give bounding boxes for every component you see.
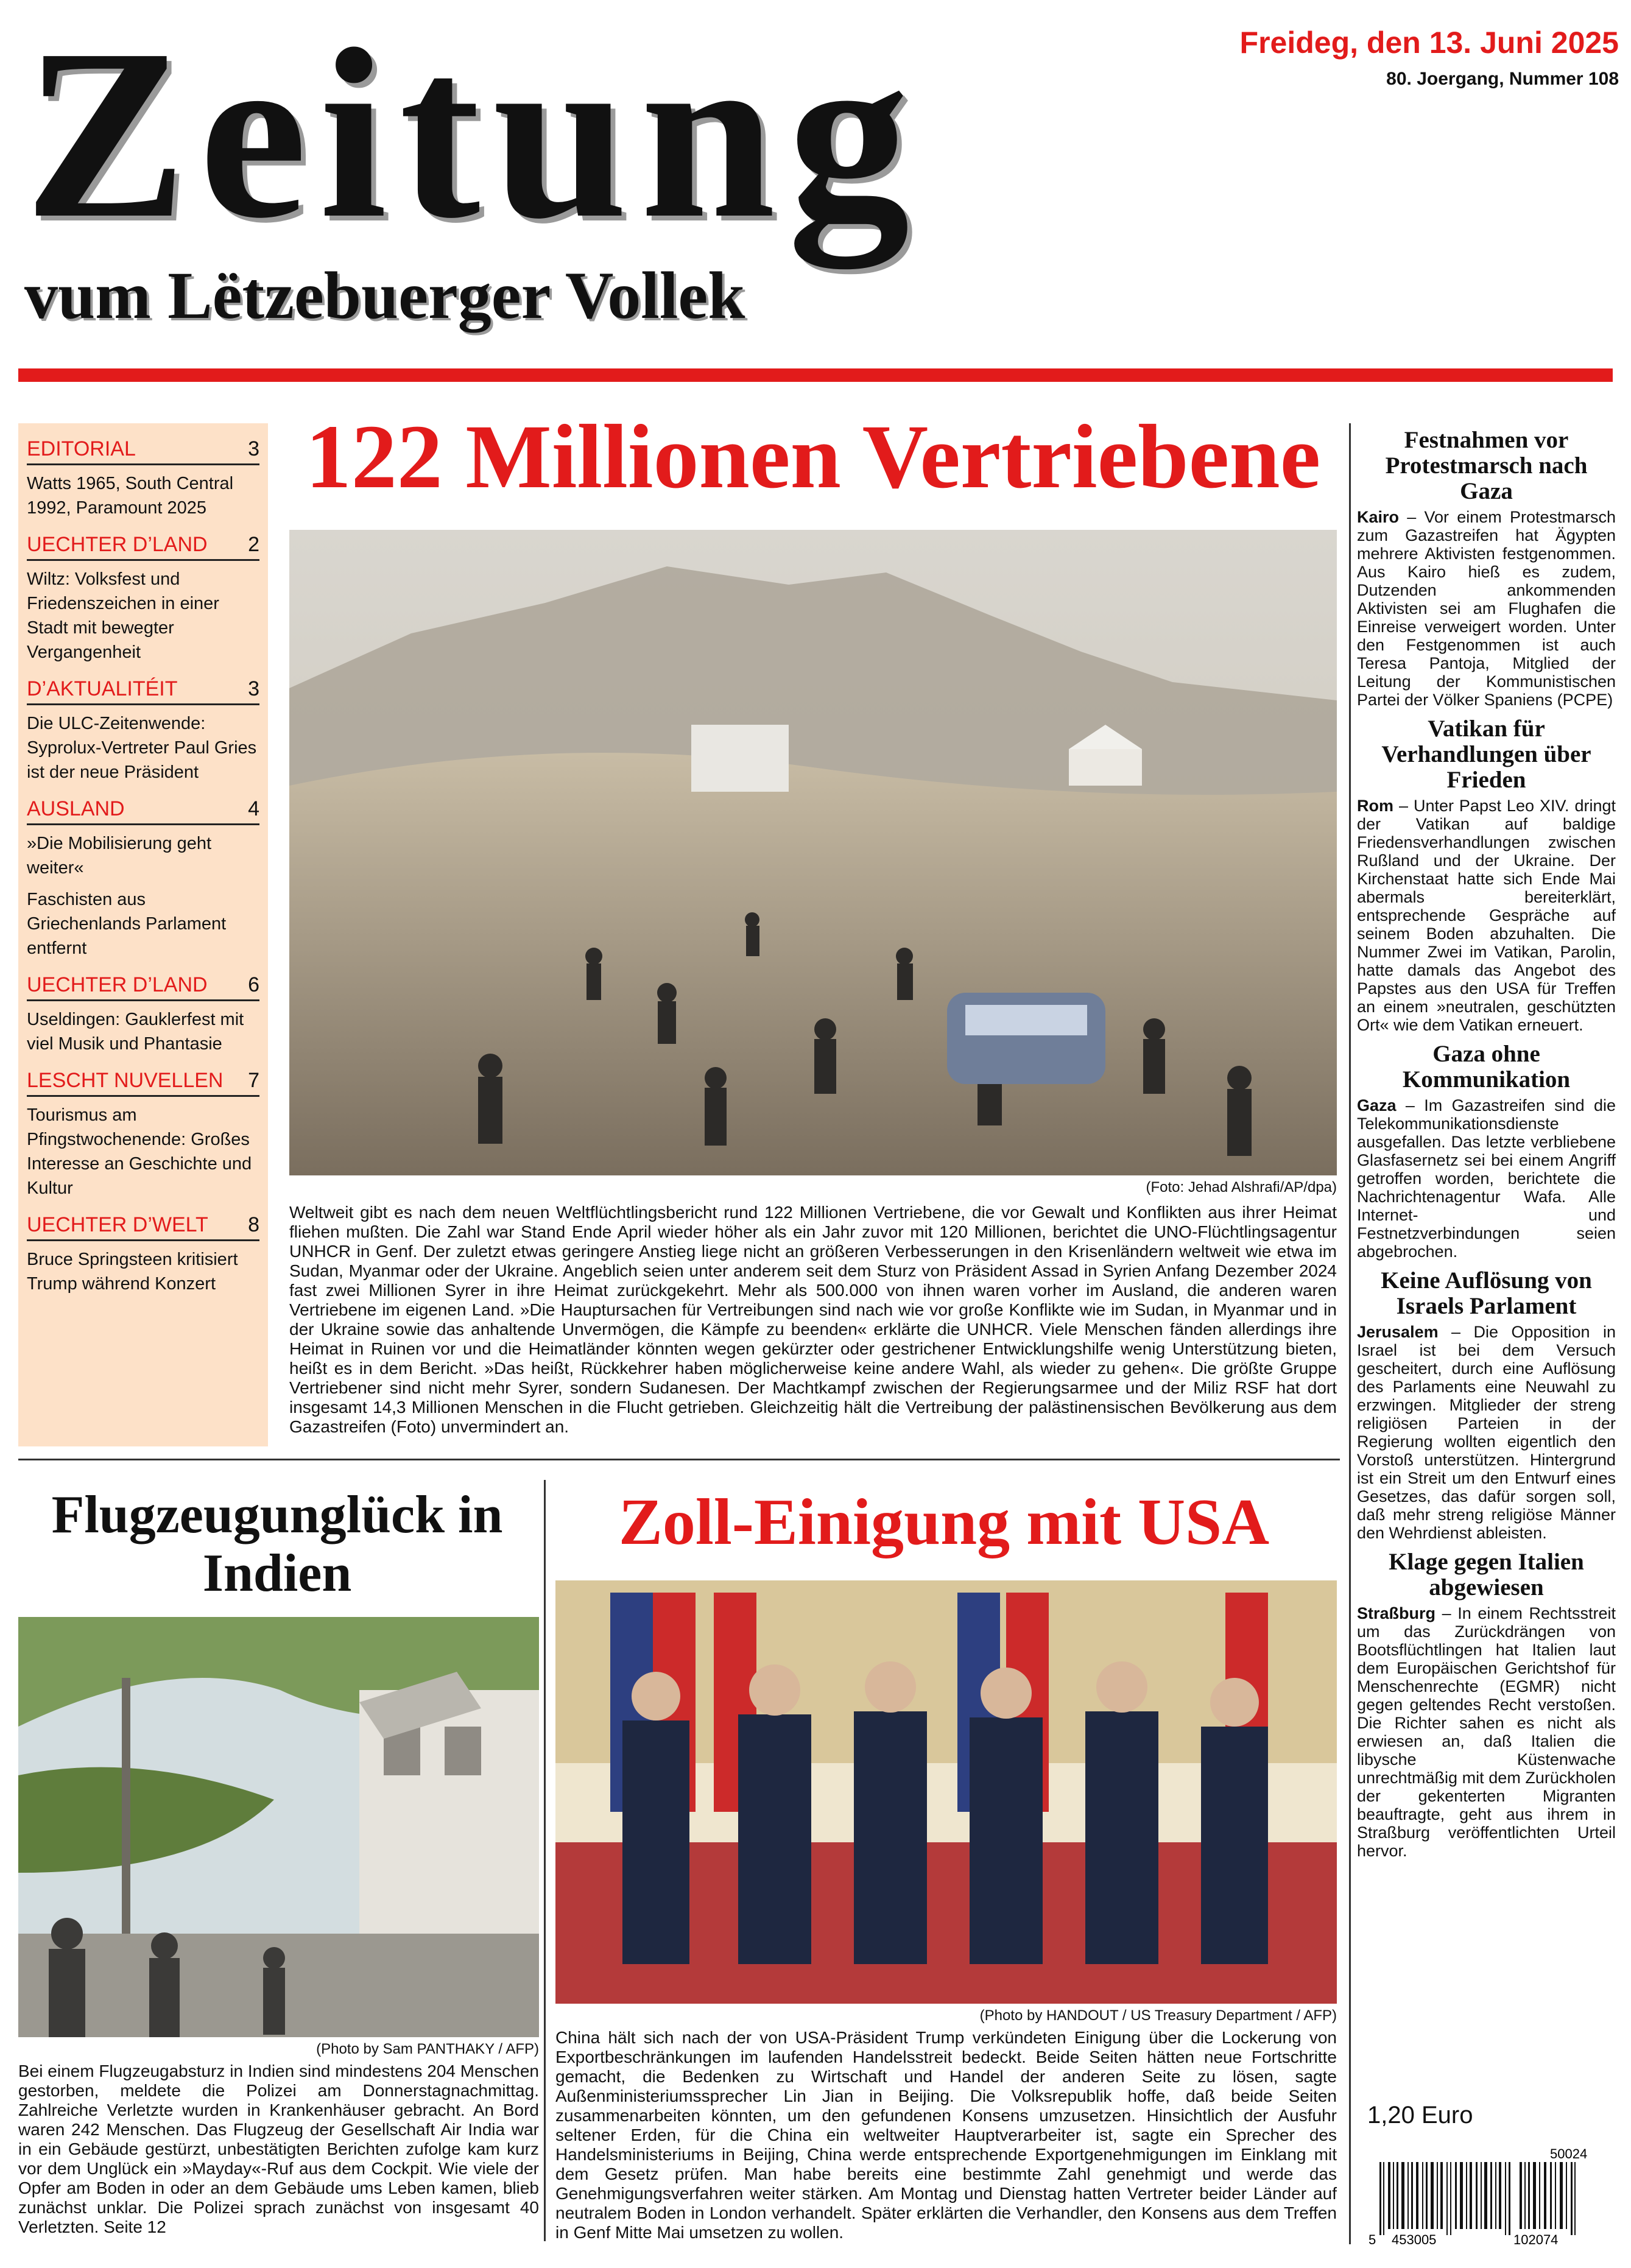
- index-teaser: Die ULC-Zeitenwende: Syprolux-Vertreter Paul Gries ist der neue Präsident: [27, 714, 257, 782]
- plane-crash-photo-credit: (Photo by Sam PANTHAKY / AFP): [316, 2041, 539, 2057]
- index-teaser: Bruce Springsteen kritisiert Trump während Konzert: [27, 1250, 238, 1294]
- cover-price: 1,20 Euro: [1367, 2102, 1473, 2129]
- news-briefs-column: [1357, 420, 1616, 1860]
- index-page-number: 8: [248, 1213, 259, 1236]
- brief-body: [1357, 1096, 1616, 1261]
- index-section-name: LESCHT NUVELLEN: [27, 1069, 224, 1092]
- brief-dateline: Kairo: [1357, 508, 1400, 526]
- brief-body: [1357, 1604, 1616, 1860]
- brief-item[interactable]: [1357, 428, 1616, 709]
- column-divider: [1349, 423, 1351, 2244]
- plane-crash-headline[interactable]: Flugzeugunglück in Indien: [51, 1485, 503, 1603]
- brief-title: Vatikan für Verhandlungen über Frieden: [1381, 716, 1591, 793]
- brief-title: Klage gegen Italien abgewiesen: [1389, 1549, 1584, 1601]
- index-heading[interactable]: [27, 1211, 259, 1241]
- trade-headline[interactable]: Zoll-Einigung mit USA: [618, 1486, 1270, 1558]
- brief-text: – Im Gazastreifen sind die Telekommunikationsdienste ausgefallen. Das letzte verbliebene Glasfasernetz sei bei einem Angriff getroffen worden, berichtete die Nachrichtenagentur Wafa. Alle Internet- und Festnetzverbindungen seien abgebrochen.: [1357, 1096, 1616, 1261]
- lead-body: Weltweit gibt es nach dem neuen Weltflüchtlingsbericht rund 122 Millionen Vertriebene, die vor Gewalt und Konflikten aus ihrer Heimat fliehen mußten. Die Zahl war Stand Ende April wieder höher als ein Jahr zuvor mit 120 Millionen, berichtet die UNO-Flüchtlingsagentur UNHCR in Genf. Der zuletzt etwas geringere Anstieg liege nicht an größeren Verbesserungen in den Krisenländern weltweit wie etwa im Sudan, Myanmar oder der Ukraine. Angeblich seien unter anderem seit dem Sturz von Präsident Assad in Syrien Anfang Dezember 2024 fast zwei Millionen Syrer in ihre Heimat zurückgekehrt. Mehr als 500.000 von ihnen waren vorher im Ausland, die anderen waren Vertriebene im eigenen Land. »Die Hauptursachen für Vertreibungen sind nach wie vor große Konflikte wie im Sudan, in Myanmar und in der Ukraine sowie das anhaltende Unvermögen, die Kämpfe zu beenden« erklärte die UNHCR. Viele Menschen fänden allerdings ihre Heimat in Ruinen vor und die Heimatländer könnten wegen gekürzter oder gestrichener Entwicklungshilfe wenig Unterstützung bieten, heißt es in dem Bericht. »Das heißt, Rückkehrer haben möglicherweise keine andere Wahl, als wieder zu gehen«. Die größte Gruppe Vertriebener sind nicht mehr Syrer, sondern Sudanesen. Der Machtkampf zwischen der Regierungsarmee und der Miliz RSF hat dort insgesamt 14,3 Millionen Menschen in die Flucht getrieben. Gleichzeitig hält die Vertreibung der palästinensischen Bevölkerung aus dem Gazastreifen (Foto) unvermindert an.: [289, 1203, 1337, 1436]
- index-section-name: UECHTER D’LAND: [27, 973, 208, 996]
- index-teaser: Useldingen: Gauklerfest mit viel Musik und Phantasie: [27, 1010, 244, 1054]
- barcode-digits-right: 102074: [1513, 2232, 1559, 2247]
- brief-title: Keine Auflösung von Israels Parlament: [1381, 1267, 1592, 1319]
- lead-photo[interactable]: [289, 530, 1337, 1175]
- index-heading[interactable]: [27, 531, 259, 561]
- index-heading[interactable]: [27, 435, 259, 465]
- masthead-title: Zeitung: [24, 0, 922, 269]
- brief-text: – Die Opposition in Israel ist bei dem Versuch gescheitert, durch eine Auflösung des Parlaments eine Neuwahl zu erzwingen. Mitglieder der streng religiösen Parteien in der Regierung wollten eigentlich den Vorstoß unterstützen. Hintergrund ist ein Streit um den Entwurf eines Gesetzes, das dafür sorgen soll, daß mehr streng religiöse Männer den Wehrdienst ableisten.: [1357, 1323, 1616, 1542]
- brief-item[interactable]: [1357, 1268, 1616, 1542]
- index-section[interactable]: [27, 1067, 259, 1200]
- index-teaser: Faschisten aus Griechenlands Parlament entfernt: [27, 890, 227, 958]
- brief-body: [1357, 508, 1616, 709]
- index-section-name: D’AKTUALITÉIT: [27, 677, 178, 700]
- barcode-digits-mid: 453005: [1392, 2232, 1437, 2247]
- index-sidebar: [18, 423, 268, 1446]
- plane-crash-photo[interactable]: [18, 1617, 539, 2037]
- brief-body: [1357, 1323, 1616, 1542]
- index-teaser: Watts 1965, South Central 1992, Paramount 2025: [27, 474, 234, 518]
- brief-dateline: Gaza: [1357, 1096, 1397, 1115]
- barcode-addon: 50024: [1550, 2146, 1588, 2161]
- index-section-name: UECHTER D’LAND: [27, 533, 208, 556]
- index-section-name: UECHTER D’WELT: [27, 1213, 208, 1236]
- section-divider: [18, 1459, 1340, 1460]
- brief-body: [1357, 797, 1616, 1034]
- brief-text: – In einem Rechtsstreit um das Zurückdrängen von Bootsflüchtlingen hat Italien laut dem Europäischen Gerichtshof für Menschenrechte (EGMR) nicht gegen geltendes Recht verstoßen. Die Richter sahen es nicht als erwiesen an, daß Italien die libysche Küstenwache unrechtmäßig mit dem Zurückholen der gekenterten Migranten beauftragte, geht aus ihrem in Straßburg veröffentlichten Urteil hervor.: [1357, 1604, 1616, 1860]
- index-heading[interactable]: [27, 795, 259, 825]
- index-section[interactable]: [27, 795, 259, 960]
- trade-photo[interactable]: [555, 1580, 1337, 2004]
- brief-dateline: Jerusalem: [1357, 1323, 1439, 1341]
- index-teaser: »Die Mobilisierung geht weiter«: [27, 834, 212, 878]
- index-heading[interactable]: [27, 971, 259, 1001]
- index-section[interactable]: [27, 1211, 259, 1296]
- index-section-name: AUSLAND: [27, 797, 125, 820]
- lead-headline[interactable]: 122 Millionen Vertriebene: [305, 406, 1321, 507]
- plane-crash-body: Bei einem Flugzeugabsturz in Indien sind mindestens 204 Menschen gestorben, meldete die Polizei am Donnerstagnachmittag. Zahlreiche Verletzte wurden in Krankenhäuser gebracht. An Bord waren 242 Menschen. Das Flugzeug der Gesellschaft Air India war in ein Gebäude gestürzt, unbestätigten Berichten zufolge kam kurz vor dem Unglück ein »Mayday«-Ruf aus dem Cockpit. Wie viele der Opfer am Boden in oder an dem Gebäude ums Leben kamen, blieb zunächst unklar. Die Polizei sprach zunächst von insgesamt 40 Verletzten. Seite 12: [18, 2062, 539, 2236]
- index-teaser: Tourismus am Pfingstwochenende: Großes Interesse an Geschichte und Kultur: [27, 1105, 252, 1198]
- issue-number: 80. Joergang, Nummer 108: [1386, 69, 1619, 89]
- index-section[interactable]: [27, 435, 259, 520]
- brief-item[interactable]: [1357, 1041, 1616, 1261]
- brief-dateline: Rom: [1357, 797, 1393, 815]
- index-section[interactable]: [27, 531, 259, 664]
- lead-photo-credit: (Foto: Jehad Alshrafi/AP/dpa): [1146, 1179, 1337, 1196]
- column-divider: [544, 1480, 546, 2241]
- index-page-number: 3: [248, 677, 259, 700]
- barcode-digit-left: 5: [1369, 2232, 1376, 2247]
- brief-title: Festnahmen vor Protestmarsch nach Gaza: [1385, 427, 1588, 504]
- index-page-number: 4: [248, 797, 259, 820]
- brief-item[interactable]: [1357, 1549, 1616, 1860]
- index-section[interactable]: [27, 675, 259, 784]
- index-section[interactable]: [27, 971, 259, 1056]
- brief-item[interactable]: [1357, 716, 1616, 1034]
- index-heading[interactable]: [27, 675, 259, 705]
- index-page-number: 3: [248, 437, 259, 460]
- index-page-number: 2: [248, 533, 259, 556]
- brief-title: Gaza ohne Kommunikation: [1402, 1041, 1571, 1093]
- index-page-number: 6: [248, 973, 259, 996]
- index-section-name: EDITORIAL: [27, 437, 136, 460]
- trade-photo-credit: (Photo by HANDOUT / US Treasury Department / AFP): [979, 2007, 1337, 2024]
- trade-body: China hält sich nach der von USA-Präsident Trump verkündeten Einigung über die Lockerung von Exportbeschränkungen im laufenden Handelsstreit bedeckt. Beide Seiten hätten neue Fortschritte gemacht, die Bedenken zu Wirtschaft und Handel der anderen Seite zu lösen, sagte Außenministeriumssprecher Lin Jian in Beijing. Die Volksrepublik hoffe, daß beide Seiten zusammenarbeiten könnten, um den gefundenen Konsens umzusetzen. Hinsichtlich der Ausfuhr seltener Erden, für die China ein weltweiter Hauptverarbeiter ist, sagte ein Sprecher des Handelsministeriums in Beijing, China werde entsprechende Exportgenehmigungen im Einklang mit dem Gesetz prüfen. Man habe bereits eine bestimmte Zahl genehmigt und werde das Genehmigungsverfahren weiter stärken. Am Montag und Dienstag hatten Vertreter beider Länder auf neutralem Boden in London verhandelt. Später erklärten die Verhandler, den Konsens aus dem Treffen in Genf Mitte Mai umsetzen zu wollen.: [555, 2028, 1337, 2242]
- masthead-subtitle: vum Lëtzebuerger Vollek: [24, 258, 745, 333]
- brief-dateline: Straßburg: [1357, 1604, 1436, 1622]
- index-page-number: 7: [248, 1069, 259, 1092]
- index-heading[interactable]: [27, 1067, 259, 1097]
- index-teaser: Wiltz: Volksfest und Friedenszeichen in einer Stadt mit bewegter Vergangenheit: [27, 569, 219, 662]
- brief-text: – Vor einem Protestmarsch zum Gazastreifen hat Ägypten mehrere Aktivisten festgenommen. Aus Kairo hieß es zudem, Dutzenden ankommenden Aktivisten sei am Flughafen die Einreise verweigert worden. Unter den Festgenommen ist auch Teresa Pantoja, Mitglied der Leitung der Kommunistischen Partei der Völker Spaniens (PCPE): [1357, 508, 1616, 709]
- masthead-rule: [18, 368, 1613, 382]
- brief-text: – Unter Papst Leo XIV. dringt der Vatikan auf baldige Friedensverhandlungen zwischen Rußland und der Ukraine. Der Kirchenstaat hatte sich Ende Mai abermals bereiterklärt, entsprechende Gespräche auf seinem Boden abzuhalten. Die Nummer Zwei im Vatikan, Parolin, hatte damals das Angebot des Papstes aus den USA für Treffen an einem »neutralen, geschützten Ort« wie dem Vatikan erneuert.: [1357, 797, 1616, 1034]
- barcode: [1367, 2144, 1611, 2247]
- issue-date: Freideg, den 13. Juni 2025: [1239, 26, 1619, 60]
